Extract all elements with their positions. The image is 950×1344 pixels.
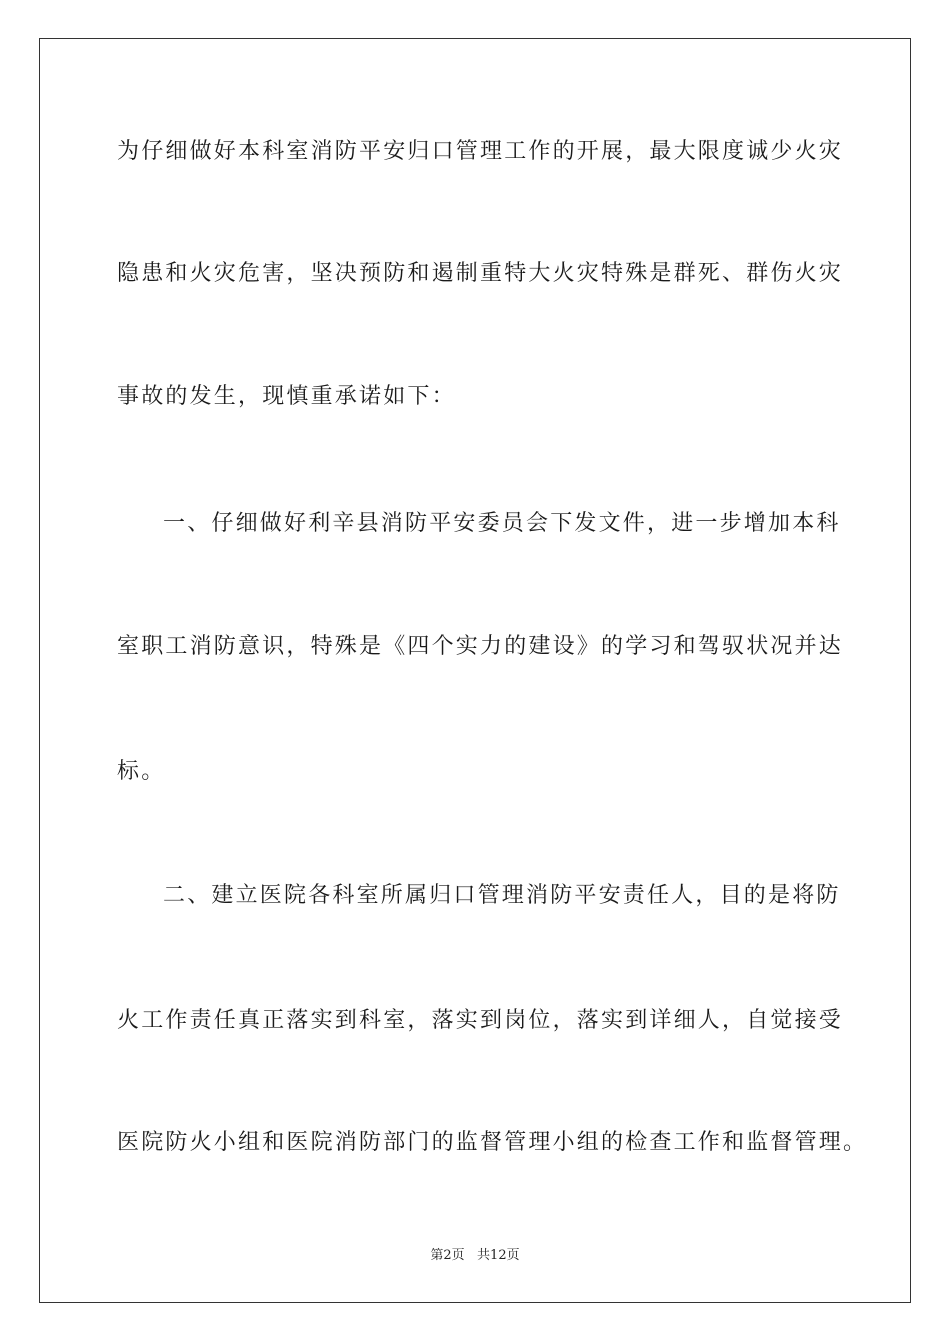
paragraph-3-line-1: 二、建立医院各科室所属归口管理消防平安责任人，目的是将防 [163,883,841,908]
paragraph-2-line-1: 一、仔细做好利辛县消防平安委员会下发文件，进一步增加本科 [163,511,841,536]
paragraph-1-line-3: 事故的发生，现慎重承诺如下： [117,384,456,409]
paragraph-3-line-2: 火工作责任真正落实到科室，落实到岗位，落实到详细人，自觉接受 [117,1008,844,1033]
paragraph-1-line-2: 隐患和火灾危害，坚决预防和遏制重特大火灾特殊是群死、群伤火灾 [117,261,844,286]
paragraph-3-line-3: 医院防火小组和医院消防部门的监督管理小组的检查工作和监督管理。 [117,1130,868,1155]
paragraph-2-line-3: 标。 [117,759,166,784]
paragraph-1-line-1: 为仔细做好本科室消防平安归口管理工作的开展，最大限度诚少火灾 [117,139,844,164]
page-frame [39,38,911,1303]
page-number-footer: 第2页 共12页 [430,1248,520,1263]
paragraph-2-line-2: 室职工消防意识，特殊是《四个实力的建设》的学习和驾驭状况并达 [117,634,844,659]
